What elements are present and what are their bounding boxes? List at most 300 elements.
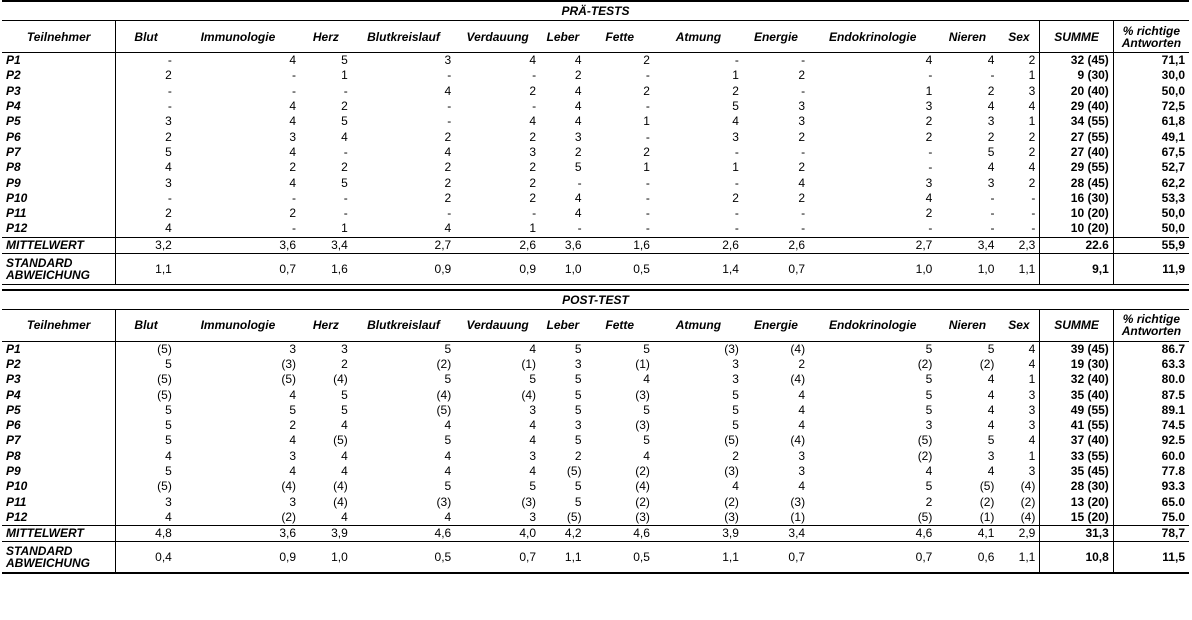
table-cell: 50,0 (1113, 221, 1189, 237)
table-cell: 2 (574, 144, 582, 159)
table-cell: 4 (116, 221, 176, 237)
table-cell: 2 (529, 190, 537, 205)
table-cell: 2 (289, 160, 297, 175)
table-cell: 3 (529, 448, 537, 463)
table-cell: (4) (635, 479, 650, 494)
table-cell: - (645, 129, 650, 144)
table-cell: 5 (925, 372, 933, 387)
mean-cell: 2,6 (455, 237, 540, 253)
table-cell: (2) (1020, 494, 1036, 509)
mean-cell: 4,0 (455, 526, 540, 542)
table-cell: (2) (917, 448, 933, 463)
table-cell: (5) (116, 479, 176, 494)
table-cell: 2 (987, 83, 995, 98)
column-header: Blut (116, 21, 176, 53)
column-header: Teilnehmer (2, 21, 116, 53)
table-cell: 3 (732, 372, 739, 387)
std-cell: 11,5 (1113, 542, 1189, 574)
table-cell: 4 (341, 418, 348, 433)
table-cell: - (801, 53, 806, 68)
column-header: % richtige Antworten (1113, 309, 1189, 341)
table-cell: 1 (925, 83, 933, 98)
table-cell: - (645, 99, 650, 114)
table-cell: 5 (116, 418, 176, 433)
table-cell: 3 (289, 341, 297, 356)
table-cell: 2 (289, 206, 297, 221)
table-cell: 15 (20) (1040, 510, 1113, 526)
table-cell: 4 (925, 190, 933, 205)
table-cell: 5 (116, 145, 176, 160)
table-cell: - (343, 83, 348, 98)
table-cell: 2 (574, 68, 582, 83)
table-cell: 5 (574, 494, 582, 509)
header-row (2, 21, 1189, 53)
table-cell: 93.3 (1113, 479, 1189, 494)
table-cell: 3 (987, 448, 995, 463)
table-cell: (5) (436, 402, 452, 417)
table-row (2, 387, 1189, 402)
table-cell: 2 (643, 144, 650, 159)
table-cell: (4) (436, 387, 452, 402)
table-cell: 3 (987, 114, 995, 129)
table-cell: 37 (40) (1040, 433, 1113, 448)
mean-cell: 78,7 (1113, 526, 1189, 542)
table-cell: 3 (289, 494, 297, 509)
participant-label: P6 (6, 129, 21, 144)
table-row (2, 510, 1189, 526)
table-cell: (3) (436, 494, 452, 509)
table-row (2, 341, 1189, 357)
table-cell: (3) (790, 494, 806, 509)
table-cell: (4) (333, 372, 348, 387)
table-cell: 4 (987, 418, 995, 433)
table-cell: 5 (643, 402, 650, 417)
table-cell: 4 (444, 221, 452, 236)
table-row (2, 464, 1189, 479)
table-cell: (3) (724, 341, 739, 356)
table-cell: (5) (917, 509, 933, 524)
column-header: % richtige Antworten (1113, 21, 1189, 53)
table-row (2, 114, 1189, 129)
std-cell: 0,7 (743, 542, 809, 574)
table-cell: 5 (925, 402, 933, 417)
table-cell: 2 (529, 83, 537, 98)
table-cell: 4 (444, 509, 452, 524)
table-cell: (5) (116, 372, 176, 387)
mean-cell: 22.6 (1040, 237, 1113, 253)
table-cell: (4) (790, 341, 806, 356)
table-cell: 4 (987, 53, 995, 68)
table-cell: - (645, 175, 650, 190)
table-cell: 4 (529, 418, 537, 433)
table-cell: 4 (1028, 99, 1036, 114)
table-cell: - (292, 68, 297, 83)
table-cell: 3 (1028, 83, 1036, 98)
table-cell: - (1031, 190, 1036, 205)
column-header: Verdauung (455, 309, 540, 341)
table-cell: (2) (281, 509, 297, 524)
table-cell: 2 (798, 357, 806, 371)
table-cell: (3) (635, 418, 650, 433)
column-header: Fette (586, 21, 654, 53)
table-row (2, 357, 1189, 372)
table-cell: 4 (529, 53, 537, 68)
column-header: Nieren (936, 21, 998, 53)
column-header: Blutkreislauf (352, 21, 455, 53)
table-cell: 2 (798, 160, 806, 175)
table-cell: 3 (116, 495, 176, 510)
std-label: STANDARD ABWEICHUNG (2, 253, 116, 284)
table-cell: 34 (55) (1040, 114, 1113, 129)
column-header: Herz (300, 21, 352, 53)
participant-label: P5 (6, 114, 21, 129)
table-cell: 39 (45) (1040, 341, 1113, 357)
column-header: SUMME (1040, 21, 1113, 53)
table-cell: 65.0 (1113, 495, 1189, 510)
table-cell: 4 (987, 387, 995, 402)
table-cell: 27 (55) (1040, 129, 1113, 144)
table-cell: - (1031, 206, 1036, 221)
column-header: Leber (540, 309, 586, 341)
table-cell: 86.7 (1113, 341, 1189, 357)
table-cell: - (577, 221, 582, 236)
table-cell: 29 (55) (1040, 160, 1113, 175)
table-cell: 33 (55) (1040, 449, 1113, 464)
table-cell: 27 (40) (1040, 145, 1113, 160)
mean-cell: 2,6 (654, 237, 743, 253)
std-cell: 1,6 (300, 253, 352, 284)
table-cell: 4 (798, 402, 806, 417)
mean-label: MITTELWERT (2, 237, 116, 253)
mean-cell: 4,6 (352, 526, 455, 542)
std-cell: 0,7 (743, 253, 809, 284)
table-cell: 4 (798, 418, 806, 433)
table-cell: (5) (281, 372, 297, 387)
participant-label: P4 (6, 99, 21, 114)
table-cell: - (645, 206, 650, 221)
table-cell: 2 (798, 68, 806, 83)
table-cell: 3 (1028, 418, 1036, 433)
table-cell: 63.3 (1113, 357, 1189, 372)
table-cell: 4 (341, 509, 348, 524)
table-cell: (3) (724, 464, 739, 479)
table-cell: 2 (529, 129, 537, 144)
std-cell: 1,0 (936, 253, 998, 284)
table-cell: 5 (444, 433, 452, 448)
table-cell: (2) (724, 494, 739, 509)
table-row (2, 53, 1189, 69)
table-cell: - (801, 144, 806, 159)
table-cell: 1 (1028, 372, 1036, 387)
table-cell: - (292, 83, 297, 98)
table-cell: 5 (341, 402, 348, 417)
std-cell: 10,8 (1040, 542, 1113, 574)
table-cell: 4 (116, 510, 176, 526)
section-title-row (2, 290, 1189, 310)
table-row (2, 68, 1189, 83)
table-cell: - (990, 68, 995, 83)
table-cell: 5 (341, 175, 348, 190)
table-cell: 2 (341, 160, 348, 175)
table-cell: 1 (732, 160, 739, 175)
table-cell: 4 (987, 160, 995, 175)
table-row (2, 449, 1189, 464)
table-cell: 49 (55) (1040, 403, 1113, 418)
table-cell: - (928, 68, 933, 83)
table-cell: 4 (341, 129, 348, 144)
table-row (2, 418, 1189, 433)
std-cell: 0,7 (455, 542, 540, 574)
table-row (2, 84, 1189, 99)
table-cell: 10 (20) (1040, 221, 1113, 237)
table-cell: 3 (574, 357, 582, 371)
table-cell: 1 (341, 68, 348, 83)
table-cell: 4 (732, 479, 739, 494)
table-cell: 5 (732, 402, 739, 417)
mean-cell: 2,6 (743, 237, 809, 253)
std-cell: 1,1 (540, 542, 586, 574)
table-cell: 87.5 (1113, 387, 1189, 402)
table-cell: 4 (289, 433, 297, 448)
table-cell: 1 (643, 114, 650, 129)
table-cell: 3 (925, 99, 933, 114)
participant-label: P3 (6, 83, 21, 98)
table-cell: 4 (289, 53, 297, 68)
table-cell: 4 (643, 448, 650, 463)
mean-cell: 55,9 (1113, 237, 1189, 253)
table-cell: - (116, 99, 176, 114)
table-cell: 2 (444, 129, 452, 144)
column-header: Nieren (936, 309, 998, 341)
std-cell: 9,1 (1040, 253, 1113, 284)
table-cell: 4 (1028, 433, 1036, 448)
column-header: Atmung (654, 21, 743, 53)
table-cell: 4 (732, 114, 739, 129)
table-cell: (2) (979, 494, 995, 509)
table-cell: 5 (341, 114, 348, 129)
table-cell: - (734, 221, 739, 236)
table-cell: 2 (732, 448, 739, 463)
table-cell: (1) (979, 509, 995, 524)
table-cell: - (645, 190, 650, 205)
table-cell: 5 (732, 418, 739, 433)
table-row (2, 129, 1189, 144)
column-header: Endokrinologie (809, 21, 936, 53)
participant-label: P8 (6, 160, 21, 175)
table-cell: - (532, 99, 537, 114)
table-cell: 4 (289, 99, 297, 114)
std-cell: 0,5 (586, 542, 654, 574)
section-title: POST-TEST (2, 290, 1189, 310)
table-cell: 92.5 (1113, 433, 1189, 448)
column-header: Leber (540, 21, 586, 53)
table-cell: 50,0 (1113, 206, 1189, 221)
participant-label: P1 (6, 341, 21, 356)
participant-label: P3 (6, 372, 21, 387)
mean-row (2, 526, 1189, 542)
table-cell: 77.8 (1113, 464, 1189, 479)
table-cell: 4 (925, 53, 933, 68)
std-label: STANDARD ABWEICHUNG (2, 542, 116, 574)
table-cell: 5 (529, 479, 537, 494)
table-cell: 1 (1028, 448, 1036, 463)
table-cell: 5 (574, 160, 582, 175)
table-cell: 3 (289, 448, 297, 463)
table-cell: 5 (116, 357, 176, 372)
column-header: Verdauung (455, 21, 540, 53)
table-cell: 16 (30) (1040, 191, 1113, 206)
participant-label: P8 (6, 448, 21, 463)
table-cell: 2 (1028, 129, 1036, 144)
table-cell: 4 (289, 464, 297, 479)
mean-cell: 3,6 (176, 237, 300, 253)
table-cell: 5 (529, 372, 537, 387)
column-header: Sex (998, 309, 1039, 341)
column-header: Sex (998, 21, 1039, 53)
table-cell: 4 (116, 449, 176, 464)
table-cell: 4 (529, 114, 537, 129)
table-cell: 4 (1028, 357, 1036, 371)
table-cell: 4 (529, 341, 537, 356)
column-header: Blutkreislauf (352, 309, 455, 341)
std-cell: 0,7 (809, 542, 936, 574)
table-cell: 2 (116, 68, 176, 83)
mean-cell: 4,8 (116, 526, 176, 542)
table-cell: 35 (45) (1040, 464, 1113, 479)
table-cell: 4 (1028, 160, 1036, 175)
mean-cell: 3,2 (116, 237, 176, 253)
table-cell: (4) (333, 494, 348, 509)
table-cell: 2 (341, 99, 348, 114)
table-cell: 3 (444, 53, 452, 68)
table-cell: 3 (1028, 402, 1036, 417)
column-header: Atmung (654, 309, 743, 341)
table-cell: 5 (116, 464, 176, 479)
table-cell: 3 (529, 509, 537, 524)
table-cell: - (990, 206, 995, 221)
mean-cell: 3,4 (743, 526, 809, 542)
table-cell: - (447, 206, 452, 221)
table-cell: 74.5 (1113, 418, 1189, 433)
table-cell: 1 (643, 160, 650, 175)
table-cell: 3 (798, 464, 806, 479)
mean-cell: 4,1 (936, 526, 998, 542)
table-cell: 4 (643, 372, 650, 387)
table-cell: 4 (1028, 341, 1036, 356)
table-cell: 3 (1028, 464, 1036, 479)
column-header: Fette (586, 309, 654, 341)
column-header: Blut (116, 309, 176, 341)
table-cell: 61,8 (1113, 114, 1189, 129)
std-cell: 11,9 (1113, 253, 1189, 284)
std-cell: 0,7 (176, 253, 300, 284)
table-cell: 5 (444, 479, 452, 494)
table-cell: 4 (444, 83, 452, 98)
table-cell: (4) (521, 387, 537, 402)
table-cell: 3 (987, 175, 995, 190)
std-cell: 1,1 (654, 542, 743, 574)
table-cell: (2) (635, 494, 650, 509)
table-cell: 4 (987, 464, 995, 479)
table-cell: - (532, 206, 537, 221)
table-cell: 4 (289, 144, 297, 159)
table-cell: (5) (724, 433, 739, 448)
table-cell: 41 (55) (1040, 418, 1113, 433)
table-cell: 4 (574, 206, 582, 221)
table-cell: - (734, 53, 739, 68)
std-cell: 1,1 (116, 253, 176, 284)
table-cell: - (734, 206, 739, 221)
std-cell: 1,0 (809, 253, 936, 284)
std-cell: 1,1 (998, 542, 1039, 574)
table-cell: 2 (1028, 175, 1036, 190)
table-cell: - (928, 144, 933, 159)
table-cell: 4 (116, 160, 176, 175)
std-cell: 0,4 (116, 542, 176, 574)
table-cell: 2 (925, 494, 933, 509)
table-cell: 5 (574, 402, 582, 417)
table-cell: 1 (1028, 114, 1036, 129)
table-cell: (3) (635, 387, 650, 402)
std-cell: 0,9 (455, 253, 540, 284)
mean-cell: 4,6 (586, 526, 654, 542)
participant-label: P10 (6, 190, 28, 205)
table-cell: 72,5 (1113, 99, 1189, 114)
participant-label: P7 (6, 433, 21, 448)
table-cell: 3 (529, 402, 537, 417)
table-cell: (5) (566, 464, 582, 479)
table-cell: (5) (116, 387, 176, 402)
table-cell: (5) (333, 433, 348, 448)
table-cell: 4 (444, 464, 452, 479)
mean-cell: 2,7 (352, 237, 455, 253)
table-cell: 3 (732, 357, 739, 371)
table-cell: 5 (574, 341, 582, 356)
table-cell: 3 (289, 129, 297, 144)
participant-label: P4 (6, 387, 21, 402)
table-cell: 2 (116, 129, 176, 144)
table-cell: - (928, 221, 933, 236)
table-cell: 5 (444, 341, 452, 356)
std-cell: 0,5 (352, 542, 455, 574)
table-cell: (4) (1020, 509, 1036, 524)
section-title: PRÄ-TESTS (2, 1, 1189, 21)
table-row (2, 99, 1189, 114)
table-row (2, 160, 1189, 175)
table-cell: 2 (798, 190, 806, 205)
table-cell: 2 (798, 129, 806, 144)
table-cell: 5 (341, 387, 348, 402)
table-cell: - (1031, 221, 1036, 236)
column-header: Immunologie (176, 21, 300, 53)
participant-label: P9 (6, 175, 21, 190)
std-cell: 1,0 (540, 253, 586, 284)
table-cell: 20 (40) (1040, 84, 1113, 99)
table-cell: 4 (444, 418, 452, 433)
table-cell: 5 (574, 387, 582, 402)
table-cell: 9 (30) (1040, 68, 1113, 83)
table-cell: 3 (798, 114, 806, 129)
column-header: Herz (300, 309, 352, 341)
table-row (2, 175, 1189, 190)
mean-cell: 2,9 (998, 526, 1039, 542)
table-cell: (5) (917, 433, 933, 448)
mean-cell: 3,9 (654, 526, 743, 542)
header-row (2, 309, 1189, 341)
table-cell: 2 (529, 175, 537, 190)
table-cell: (3) (521, 494, 537, 509)
table-cell: 3 (925, 418, 933, 433)
